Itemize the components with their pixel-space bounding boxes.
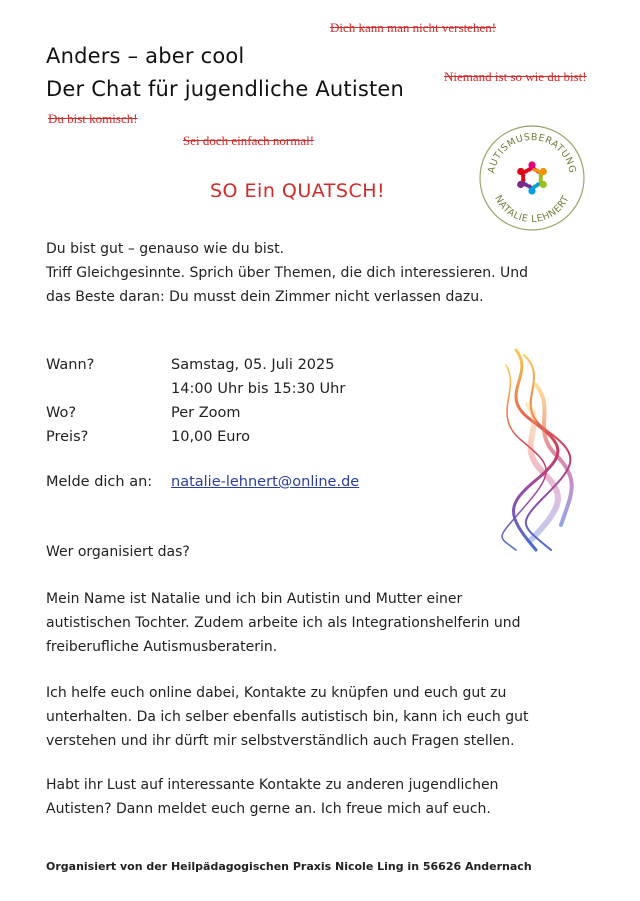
intro-text: [46, 237, 606, 309]
svg-text:NATALIE LEHNERT: NATALIE LEHNERT: [492, 193, 572, 226]
closing-line-1: Habt ihr Lust auf interessante Kontakte zu anderen jugendlichen: [46, 777, 499, 793]
footer-text: Organisiert von der Heilpädagogischen Praxis Nicole Ling in 56626 Andernach: [46, 860, 532, 873]
strike-text-1: Dich kann man nicht verstehen!: [330, 20, 497, 35]
organizer-question: Wer organisiert das?: [46, 544, 190, 560]
help-line-3: verstehen und ihr dürft mir selbstverständlich auch Fragen stellen.: [46, 733, 515, 749]
svg-text:AUTISMUSBERATUNG: AUTISMUSBERATUNG: [486, 131, 578, 175]
wann-date: Samstag, 05. Juli 2025: [171, 357, 335, 373]
closing-line-2: Autisten? Dann meldet euch gerne an. Ich freue mich auf euch.: [46, 801, 491, 817]
strike-text-4: Sei doch einfach normal!: [183, 133, 315, 148]
bio-text: [46, 587, 606, 659]
preis-value: 10,00 Euro: [171, 429, 250, 445]
wann-time: 14:00 Uhr bis 15:30 Uhr: [171, 381, 346, 397]
wo-label: Wo?: [46, 405, 77, 421]
smoke-image: [476, 345, 588, 555]
help-text: [46, 681, 606, 753]
strike-text-2: Niemand ist so wie du bist!: [444, 69, 587, 84]
wo-value: Per Zoom: [171, 405, 241, 421]
page-title-line2: Der Chat für jugendliche Autisten: [46, 77, 405, 101]
strike-text-3: Du bist komisch!: [48, 111, 138, 126]
logo-icon: [478, 124, 586, 232]
bio-line-2: autistischen Tochter. Zudem arbeite ich als Integrationshelferin und: [46, 615, 521, 631]
help-line-1: Ich helfe euch online dabei, Kontakte zu knüpfen und euch gut zu: [46, 685, 507, 701]
bio-line-3: freiberufliche Autismusberaterin.: [46, 639, 278, 655]
intro-line-3: das Beste daran: Du musst dein Zimmer nicht verlassen dazu.: [46, 289, 484, 305]
closing-text: [46, 773, 606, 821]
exclaim-heading: SO Ein QUATSCH!: [210, 180, 386, 202]
email-link[interactable]: natalie-lehnert@online.de: [171, 474, 360, 490]
autismusberatung-logo: [478, 124, 586, 232]
bio-line-1: Mein Name ist Natalie und ich bin Autistin und Mutter einer: [46, 591, 463, 607]
intro-line-2: Triff Gleichgesinnte. Sprich über Themen, die dich interessieren. Und: [46, 265, 529, 281]
wann-label: Wann?: [46, 357, 95, 373]
page-title-line1: Anders – aber cool: [46, 44, 245, 68]
preis-label: Preis?: [46, 429, 89, 445]
melde-label: Melde dich an:: [46, 474, 153, 490]
help-line-2: unterhalten. Da ich selber ebenfalls autistisch bin, kann ich euch gut: [46, 709, 529, 725]
intro-line-1: Du bist gut – genauso wie du bist.: [46, 241, 285, 257]
